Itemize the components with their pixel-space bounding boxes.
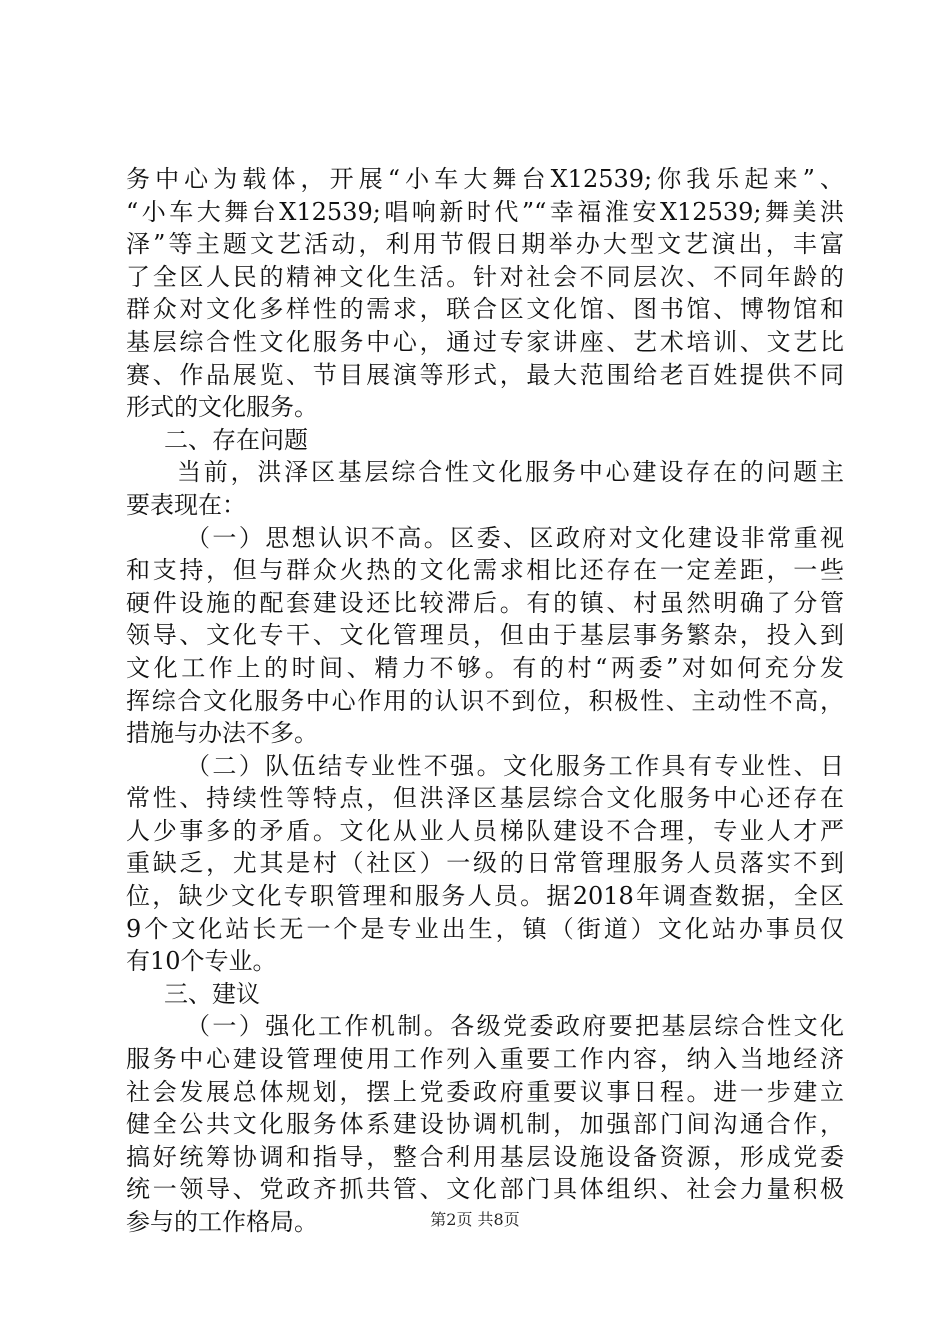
text-line: 统一领导、党政齐抓共管、文化部门具体组织、社会力量积极 bbox=[126, 1175, 844, 1204]
text-line: 服务中心建设管理使用工作列入重要工作内容，纳入当地经济 bbox=[126, 1045, 844, 1074]
text-line: 措施与办法不多。 bbox=[126, 719, 318, 748]
text-line: 硬件设施的配套建设还比较滞后。有的镇、村虽然明确了分管 bbox=[126, 588, 844, 617]
text-line: 基层综合性文化服务中心，通过专家讲座、艺术培训、文艺比 bbox=[126, 327, 844, 356]
text-line: 参与的工作格局。 bbox=[126, 1208, 318, 1236]
text-line: （二）队伍结专业性不强。文化服务工作具有专业性、日 bbox=[186, 751, 844, 780]
text-line: 健全公共文化服务体系建设协调机制，加强部门间沟通合作， bbox=[126, 1110, 844, 1139]
text-line: 挥综合文化服务中心作用的认识不到位，积极性、主动性不高， bbox=[126, 686, 844, 715]
text-line: 位，缺少文化专职管理和服务人员。据2018年调查数据，全区 bbox=[126, 882, 844, 911]
text-line: 形式的文化服务。 bbox=[126, 393, 318, 422]
document-body bbox=[126, 163, 844, 1239]
text-line: 了全区人民的精神文化生活。针对社会不同层次、不同年龄的 bbox=[126, 262, 844, 291]
text-line: 有10个专业。 bbox=[126, 947, 277, 976]
text-line: 重缺乏，尤其是村（社区）一级的日常管理服务人员落实不到 bbox=[126, 849, 844, 878]
text-line: 群众对文化多样性的需求，联合区文化馆、图书馆、博物馆和 bbox=[126, 295, 844, 324]
text-line: 赛、作品展览、节目展演等形式，最大范围给老百姓提供不同 bbox=[126, 360, 844, 389]
text-line: 人少事多的矛盾。文化从业人员梯队建设不合理，专业人才严 bbox=[126, 816, 844, 845]
text-line: 泽”等主题文艺活动，利用节假日期举办大型文艺演出，丰富 bbox=[126, 230, 844, 259]
text-line: 9个文化站长无一个是专业出生，镇（街道）文化站办事员仅 bbox=[126, 914, 844, 943]
text-line: 要表现在： bbox=[126, 490, 246, 519]
text-line: 常性、持续性等特点，但洪泽区基层综合文化服务中心还存在 bbox=[126, 784, 844, 813]
text-line: 社会发展总体规划，摆上党委政府重要议事日程。进一步建立 bbox=[126, 1077, 844, 1106]
text-line: 搞好统筹协调和指导，整合利用基层设施设备资源，形成党委 bbox=[126, 1142, 844, 1171]
text-line: 当前，洪泽区基层综合性文化服务中心建设存在的问题主 bbox=[177, 458, 844, 487]
text-line: “小车大舞台X12539;唱响新时代”“幸福淮安X12539;舞美洪 bbox=[126, 197, 844, 226]
text-line: 和支持，但与群众火热的文化需求相比还存在一定差距，一些 bbox=[126, 556, 844, 585]
page-number: 第2页 共8页 bbox=[430, 1210, 520, 1229]
text-line: （一）思想认识不高。区委、区政府对文化建设非常重视 bbox=[186, 523, 844, 552]
section-heading: 二、存在问题 bbox=[164, 425, 308, 454]
text-line: 领导、文化专干、文化管理员，但由于基层事务繁杂，投入到 bbox=[126, 621, 844, 650]
text-line: （一）强化工作机制。各级党委政府要把基层综合性文化 bbox=[186, 1012, 844, 1041]
section-heading: 三、建议 bbox=[164, 979, 260, 1008]
text-line: 文化工作上的时间、精力不够。有的村“两委”对如何充分发 bbox=[126, 653, 844, 682]
text-line: 务中心为载体，开展“小车大舞台X12539;你我乐起来”、 bbox=[126, 165, 844, 193]
